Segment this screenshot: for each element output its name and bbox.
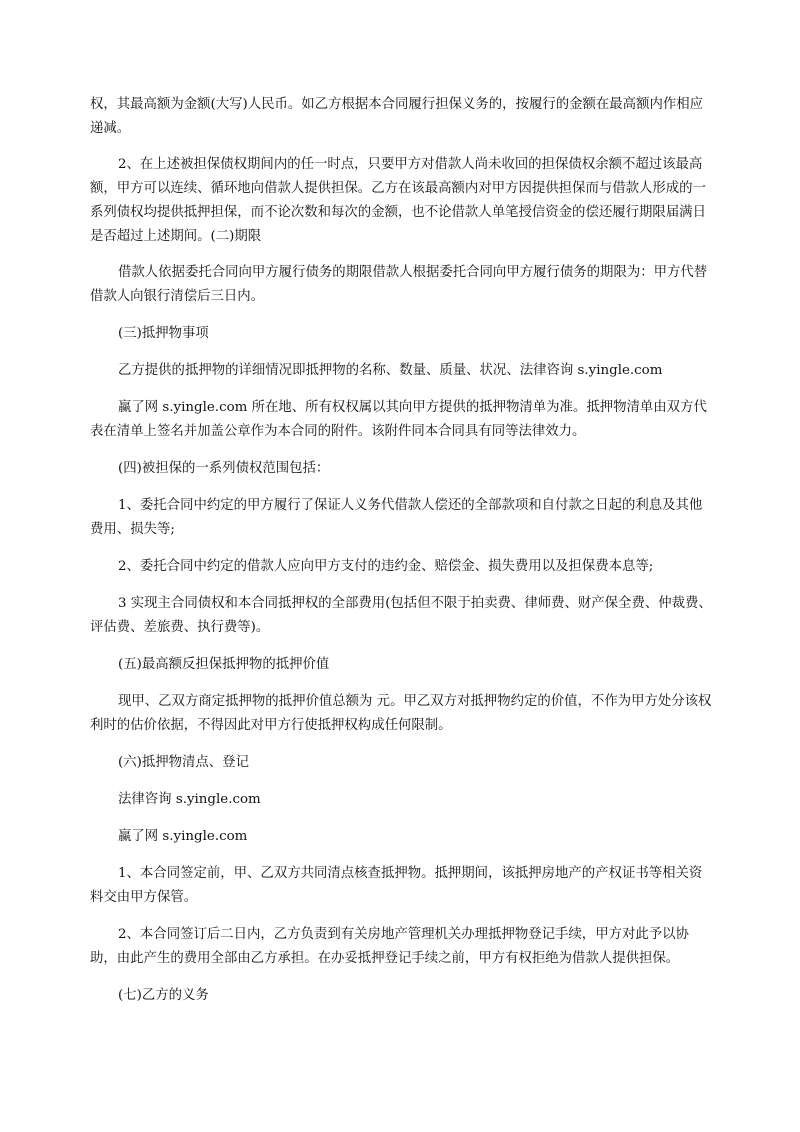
paragraph-term: 借款人依据委托合同向甲方履行债务的期限借款人根据委托合同向甲方履行债务的期限为：甲方代替借款人向银行清偿后三日内。 xyxy=(90,265,708,304)
paragraph-clause-2: 2、在上述被担保债权期间内的任一时点，只要甲方对借款人尚未收回的担保债权余额不超过该最高额，甲方可以连续、循环地向借款人提供担保。乙方在该最高额内对甲方因提供担保而与借款人形成的一系列债权均提供抵押担保，而不论次数和每次的金额，也不论借款人单笔授信资金的偿还履行期限届满日是否超过上述期间。(二)期限 xyxy=(90,157,706,244)
section-heading-6: (六)抵押物清点、登记 xyxy=(118,755,249,770)
paragraph-scope-2: 2、委托合同中约定的借款人应向甲方支付的违约金、赔偿金、损失费用以及担保费本息等; xyxy=(118,559,654,574)
paragraph-value: 现甲、乙双方商定抵押物的抵押价值总额为 元。甲乙双方对抵押物约定的价值，不作为甲方处分该权利时的估价依据，不得因此对甲方行使抵押权构成任何限制。 xyxy=(90,694,712,733)
paragraph-collateral-list: 赢了网 s.yingle.com 所在地、所有权权属以其向甲方提供的抵押物清单为准。抵押物清单由双方代表在清单上签名并加盖公章作为本合同的附件。该附件同本合同具有同等法律效力。 xyxy=(90,400,707,439)
paragraph-continuation: 权，其最高额为金额(大写)人民币。如乙方根据本合同履行担保义务的，按履行的金额在最高额内作相应递减。 xyxy=(90,97,704,136)
paragraph-scope-1: 1、委托合同中约定的甲方履行了保证人义务代借款人偿还的全部款项和自付款之日起的利息及其他费用、损失等; xyxy=(90,498,703,537)
paragraph-scope-3: 3 实现主合同债权和本合同抵押权的全部费用(包括但不限于拍卖费、律师费、财产保全费、仲裁费、评估费、差旅费、执行费等)。 xyxy=(90,596,712,635)
section-heading-3: (三)抵押物事项 xyxy=(118,326,209,341)
section-heading-4: (四)被担保的一系列债权范围包括： xyxy=(118,461,330,476)
paragraph-collateral-details: 乙方提供的抵押物的详细情况即抵押物的名称、数量、质量、状况、法律咨询 s.yingle.com xyxy=(118,363,663,378)
paragraph-legal-consult: 法律咨询 s.yingle.com xyxy=(118,792,261,807)
section-heading-5: (五)最高额反担保抵押物的抵押价值 xyxy=(118,657,330,672)
section-heading-7: (七)乙方的义务 xyxy=(118,988,209,1003)
paragraph-site-name: 赢了网 s.yingle.com xyxy=(118,829,248,844)
paragraph-registration-2: 2、本合同签订后二日内，乙方负责到有关房地产管理机关办理抵押物登记手续，甲方对此予以协助，由此产生的费用全部由乙方承担。在办妥抵押登记手续之前，甲方有权拒绝为借款人提供担保。 xyxy=(90,927,689,966)
paragraph-inventory-1: 1、本合同签定前，甲、乙双方共同清点核查抵押物。抵押期间，该抵押房地产的产权证书等相关资料交由甲方保管。 xyxy=(90,866,703,905)
